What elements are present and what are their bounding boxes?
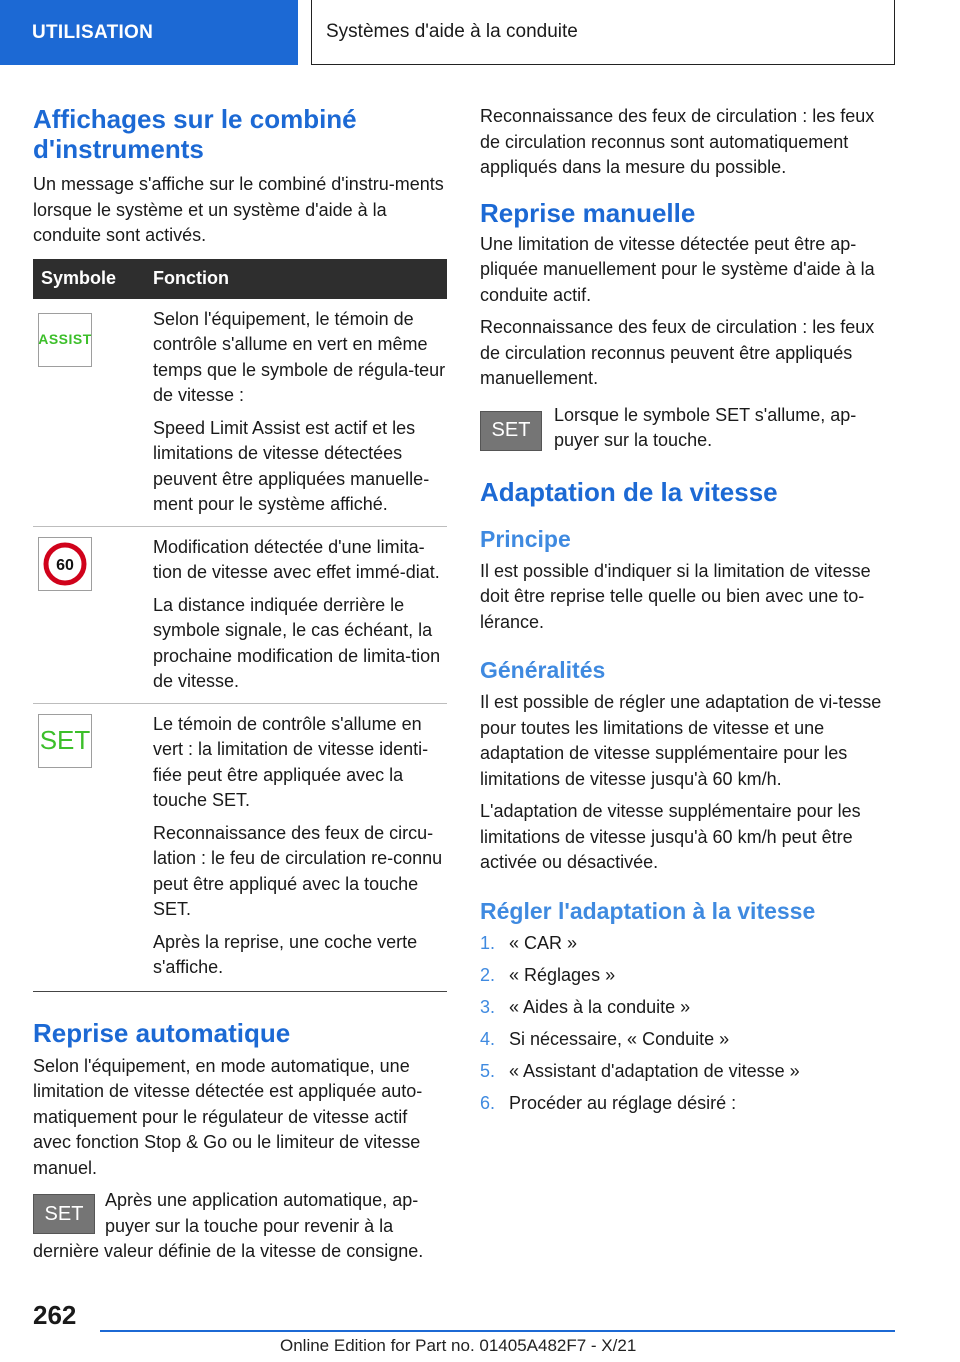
list-item: 6. Procéder au réglage désiré : (480, 1092, 737, 1113)
paragraph-generalites-2: L'adaptation de vitesse supplémentaire pour les limitations de vitesse jusqu'à 60 km/h peut être activée ou désactivée. (480, 801, 861, 872)
table-row (33, 299, 447, 527)
heading-generalites: Généralités (480, 657, 606, 683)
paragraph-affichages: Un message s'affiche sur le combiné d'instru-ments lorsque le système et un système d'aide à la conduite sont activés. (33, 174, 444, 245)
speed-limit-sign-icon (38, 537, 92, 591)
list-item: 4. Si nécessaire, « Conduite » (480, 1028, 730, 1049)
heading-reprise-manuelle: Reprise manuelle (480, 197, 696, 228)
function-text: Selon l'équipement, le témoin de contrôle s'allume en vert en même temps que le symbole de régula-teur de vitesse : (153, 308, 446, 405)
list-item: 3. « Aides à la conduite » (480, 996, 691, 1017)
set-button-icon: SET (33, 1194, 95, 1234)
set-note (33, 1188, 447, 1265)
symbol-cell (33, 703, 143, 991)
symbol-cell (33, 299, 143, 527)
function-text: La distance indiquée derrière le symbole signale, le cas échéant, la prochaine modification de limita-tion de vitesse. (153, 594, 441, 691)
symbol-table (33, 259, 447, 992)
function-cell (143, 526, 447, 703)
chapter-tab (311, 0, 895, 65)
footer-divider (100, 1330, 895, 1332)
heading-reprise-automatique: Reprise automatique (33, 1017, 291, 1048)
section-title: UTILISATION (32, 21, 154, 43)
section-tab (0, 0, 298, 65)
set-button-icon: SET (480, 411, 542, 451)
steps-list (480, 931, 894, 1117)
table-row (33, 703, 447, 991)
left-column (33, 104, 447, 1272)
set-note (480, 407, 894, 461)
paragraph-generalites-1: Il est possible de régler une adaptation de vi-tesse pour toutes les limitations de vitesse et une adaptation de vitesse supplémentaire pour les limitations de vitesse jusqu'à 60 km/h. (480, 692, 882, 789)
function-text: Après la reprise, une coche verte s'affiche. (153, 931, 418, 977)
function-text: Modification détectée d'une limita-tion de vitesse avec effet immé-diat. (153, 536, 440, 582)
list-item: 5. « Assistant d'adaptation de vitesse » (480, 1060, 800, 1081)
list-item: 1. « CAR » (480, 932, 578, 953)
function-cell (143, 703, 447, 991)
paragraph-set: Lorsque le symbole SET s'allume, ap-puyer sur la touche. (554, 406, 857, 450)
table-header-row (33, 259, 447, 299)
set-indicator-icon: SET (38, 714, 92, 768)
footer-edition: Online Edition for Part no. 01405A482F7 - X/21 (280, 1336, 637, 1355)
page-number: 262 (33, 1300, 77, 1330)
right-column (480, 104, 894, 1123)
paragraph-principe: Il est possible d'indiquer si la limitation de vitesse doit être reprise telle quelle ou bien avec une to-lérance. (480, 560, 871, 632)
svg-text:60: 60 (56, 556, 74, 574)
paragraph-feux-auto: Reconnaissance des feux de circulation : les feux de circulation reconnus sont automatiquement appliqués dans la mesure du possible. (480, 106, 875, 177)
function-text: Speed Limit Assist est actif et les limitations de vitesse détectées peuvent être appliquées manuelle-ment pour le système affiché. (153, 417, 430, 514)
paragraph-manuelle-2: Reconnaissance des feux de circulation : les feux de circulation reconnus peuvent être appliqués manuellement. (480, 317, 875, 388)
paragraph-reprise-automatique: Selon l'équipement, en mode automatique, une limitation de vitesse détectée est appliquée auto-matiquement pour le régulateur de vitesse actif avec fonction Stop & Go ou le limiteur de vitesse manuel. (33, 1055, 423, 1178)
column-header-function: Fonction (143, 259, 447, 299)
paragraph-manuelle-1: Une limitation de vitesse détectée peut être ap-pliquée manuellement pour le système d'aide à la conduite actif. (480, 233, 875, 305)
function-text: Le témoin de contrôle s'allume en vert : la limitation de vitesse identi-fiée peut être appliquée avec la touche SET. (153, 713, 429, 810)
heading-adaptation: Adaptation de la vitesse (480, 476, 778, 507)
table-row (33, 526, 447, 703)
column-header-symbol: Symbole (33, 259, 143, 299)
list-item: 2. « Réglages » (480, 964, 616, 985)
heading-regler: Régler l'adaptation à la vitesse (480, 897, 816, 924)
symbol-cell (33, 526, 143, 703)
function-text: Reconnaissance des feux de circu-lation : le feu de circulation re-connu peut être appliqué avec la touche SET. (153, 822, 443, 919)
heading-principe: Principe (480, 525, 571, 552)
function-cell (143, 299, 447, 527)
heading-affichages: Affichages sur le combiné d'instruments (33, 104, 357, 164)
paragraph-apres: Après une application automatique, ap-puyer sur la touche pour revenir à la dernière valeur définie de la vitesse de consigne. (33, 1190, 424, 1261)
assist-indicator-icon: ASSIST (38, 313, 92, 367)
chapter-title: Systèmes d'aide à la conduite (326, 21, 578, 42)
